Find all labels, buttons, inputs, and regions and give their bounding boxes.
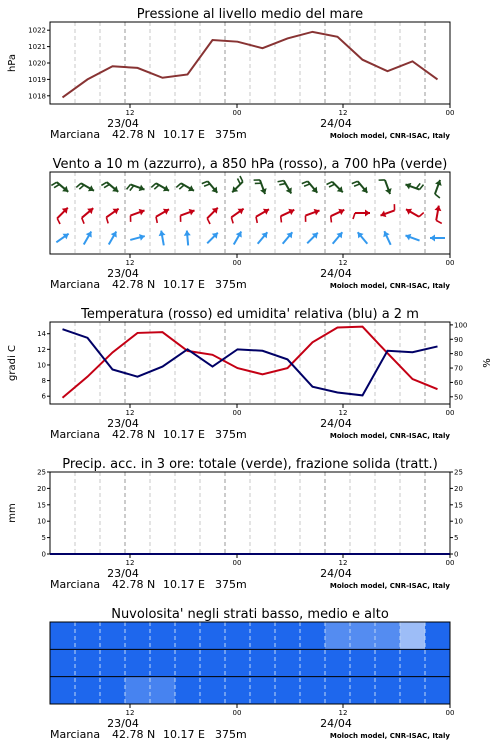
location-elev: 375m — [215, 428, 247, 441]
time-date-label: 24/04 — [320, 267, 352, 280]
wind-barb — [204, 184, 210, 186]
time-tick-label: 12 — [125, 559, 135, 567]
chart-title: Pressione al livello medio del mare — [136, 7, 364, 22]
y-tick-label: 70 — [454, 364, 463, 373]
wind-series-0 — [51, 176, 441, 198]
panel-frame-0 — [50, 22, 450, 104]
location-name: Marciana — [50, 428, 101, 441]
location-name: Marciana — [50, 128, 101, 141]
model-credit: Moloch model, CNR-ISAC, Italy — [329, 732, 450, 740]
time-tick-label: 00 — [445, 109, 455, 117]
wind-barb — [436, 220, 442, 223]
cloud-cell — [375, 622, 401, 649]
wind-head — [365, 210, 370, 217]
time-tick-label: 12 — [338, 109, 348, 117]
cloud-cell — [225, 649, 251, 676]
cloud-cell — [200, 649, 226, 676]
cloud-cell — [325, 649, 351, 676]
time-tick-label: 00 — [232, 259, 242, 267]
y-tick-label: 10 — [37, 517, 46, 526]
time-date-label: 24/04 — [320, 117, 352, 130]
chart-title: Vento a 10 m (azzurro), a 850 hPa (rosso), a 700 hPa (verde) — [52, 157, 448, 172]
wind-arrow — [254, 180, 267, 194]
wind-barb — [130, 186, 134, 191]
y-axis-label-right: % — [482, 358, 493, 368]
location-name: Marciana — [50, 278, 101, 291]
cloud-cell — [125, 677, 151, 704]
model-credit: Moloch model, CNR-ISAC, Italy — [329, 132, 450, 140]
wind-arrow — [231, 209, 243, 224]
time-axis-2 — [50, 404, 454, 441]
wind-arrow — [156, 209, 169, 223]
wind-arrow — [184, 231, 191, 246]
cloud-cell — [350, 622, 376, 649]
location-lon: 10.17 E — [163, 278, 205, 291]
wind-barb — [154, 185, 159, 189]
cloud-cell — [175, 677, 201, 704]
time-tick-label: 00 — [445, 259, 455, 267]
y-tick-label: 1021 — [28, 43, 46, 52]
cloud-cell — [300, 622, 326, 649]
y-tick-label: 60 — [454, 378, 463, 387]
cloud-cell — [325, 677, 351, 704]
y-tick-label: 80 — [454, 350, 463, 359]
wind-arrow — [76, 183, 94, 191]
wind-barb — [231, 217, 233, 223]
cloud-cell — [250, 649, 276, 676]
wind-arrow — [51, 182, 68, 192]
wind-arrow — [127, 184, 145, 191]
wind-barb — [106, 217, 108, 223]
cloud-cell — [350, 649, 376, 676]
wind-arrow — [109, 232, 117, 245]
time-tick-label: 00 — [232, 709, 242, 717]
wind-barb — [435, 194, 440, 198]
wind-arrow — [202, 181, 218, 192]
time-date-label: 23/04 — [107, 417, 139, 430]
time-axis-0 — [50, 104, 454, 141]
y-tick-label: 5 — [454, 534, 459, 543]
cloud-cell — [425, 622, 451, 649]
location-lat: 42.78 N — [112, 728, 156, 741]
time-axis-3 — [50, 554, 454, 591]
y-axis-left — [37, 469, 50, 559]
cloud-cell — [300, 649, 326, 676]
wind-arrow — [82, 208, 93, 224]
wind-arrow — [281, 209, 295, 223]
wind-barb — [79, 185, 84, 189]
wind-barb — [329, 184, 335, 187]
y-tick-label: 20 — [454, 484, 463, 493]
y-axis-label: mm — [7, 503, 18, 523]
wind-arrow — [130, 209, 144, 222]
wind-barb — [420, 185, 424, 190]
cloud-cell — [125, 649, 151, 676]
time-date-label: 23/04 — [107, 267, 139, 280]
cloud-cell — [125, 622, 151, 649]
cloud-cell — [325, 622, 351, 649]
cloud-cell — [425, 649, 451, 676]
y-tick-label: 25 — [37, 468, 46, 477]
y-tick-label: 14 — [37, 330, 46, 339]
wind-arrow — [283, 232, 293, 243]
cloud-cell — [200, 677, 226, 704]
cloud-cell — [50, 622, 76, 649]
model-credit: Moloch model, CNR-ISAC, Italy — [329, 582, 450, 590]
cloud-cell — [150, 649, 176, 676]
cloud-cell — [250, 677, 276, 704]
time-date-label: 24/04 — [320, 417, 352, 430]
time-tick-label: 00 — [445, 409, 455, 417]
location-name: Marciana — [50, 578, 101, 591]
wind-arrow — [258, 232, 268, 243]
cloud-cell — [225, 622, 251, 649]
wind-barb — [354, 184, 360, 186]
time-tick-label: 12 — [338, 559, 348, 567]
cloud-cell — [100, 677, 126, 704]
wind-arrow — [57, 208, 68, 224]
wind-barb — [104, 184, 109, 187]
cloud-cell — [150, 622, 176, 649]
location-lat: 42.78 N — [112, 428, 156, 441]
wind-barb — [202, 181, 208, 183]
wind-head — [430, 235, 435, 242]
wind-arrow — [130, 234, 144, 241]
y-tick-label: 0 — [41, 550, 46, 559]
wind-arrow — [159, 231, 166, 246]
cloud-cell — [375, 677, 401, 704]
plot-border — [50, 472, 450, 554]
wind-arrow — [232, 176, 243, 192]
wind-barb — [256, 217, 257, 223]
chart-title: Temperatura (rosso) ed umidita' relativa (blu) a 2 m — [81, 307, 419, 322]
cloud-cell — [75, 649, 101, 676]
wind-arrow — [434, 206, 441, 224]
wind-barb — [419, 213, 424, 217]
cloud-cell — [300, 677, 326, 704]
cloud-cell — [375, 649, 401, 676]
wind-arrow — [327, 182, 343, 193]
time-tick-label: 12 — [338, 709, 348, 717]
wind-barb — [156, 217, 157, 223]
wind-arrow — [331, 209, 345, 223]
time-date-label: 24/04 — [320, 717, 352, 730]
wind-barb — [279, 184, 285, 185]
location-name: Marciana — [50, 728, 101, 741]
time-date-label: 23/04 — [107, 117, 139, 130]
chart-title: Precip. acc. in 3 ore: totale (verde), frazione solida (tratt.) — [62, 457, 438, 472]
y-axis-left — [37, 330, 50, 400]
cloud-cell — [275, 622, 301, 649]
location-lon: 10.17 E — [163, 728, 205, 741]
y-tick-label: 1022 — [28, 26, 46, 35]
cloud-cell — [400, 622, 426, 649]
cloud-cell — [50, 649, 76, 676]
time-tick-label: 00 — [232, 409, 242, 417]
wind-barb — [207, 218, 210, 224]
wind-barb — [82, 218, 84, 224]
time-tick-label: 12 — [125, 409, 135, 417]
wind-arrow — [333, 232, 343, 243]
wind-barb — [331, 216, 332, 222]
location-lon: 10.17 E — [163, 128, 205, 141]
wind-arrow — [305, 209, 319, 222]
wind-arrow — [383, 231, 390, 245]
y-axis-label: hPa — [7, 53, 18, 73]
cloud-cell — [225, 677, 251, 704]
wind-barb — [304, 184, 310, 186]
y-tick-label: 0 — [454, 550, 459, 559]
time-axis-1 — [50, 254, 454, 291]
cloud-cell — [150, 677, 176, 704]
wind-barb — [101, 182, 106, 185]
cloud-cell — [425, 677, 451, 704]
time-tick-label: 00 — [232, 109, 242, 117]
wind-head — [184, 231, 191, 236]
cloud-cell — [75, 677, 101, 704]
time-tick-label: 12 — [338, 409, 348, 417]
wind-arrow — [207, 208, 218, 224]
y-axis-left — [28, 27, 50, 101]
wind-arrow — [352, 181, 368, 192]
time-tick-label: 12 — [125, 259, 135, 267]
wind-arrow — [430, 235, 445, 242]
cloud-cell — [175, 649, 201, 676]
cloud-cell — [100, 622, 126, 649]
wind-barb — [327, 182, 333, 185]
y-tick-label: 1019 — [28, 75, 46, 84]
location-elev: 375m — [215, 578, 247, 591]
cloud-cell — [50, 677, 76, 704]
wind-arrow — [405, 234, 419, 241]
wind-barb — [416, 183, 420, 188]
cloud-cell — [175, 622, 201, 649]
wind-arrow — [84, 232, 92, 245]
wind-arrow — [406, 209, 424, 217]
wind-arrow — [278, 181, 292, 194]
wind-barb — [151, 183, 156, 187]
wind-barb — [176, 183, 181, 187]
cloud-cell — [275, 677, 301, 704]
wind-barb — [127, 184, 131, 189]
wind-arrow — [256, 209, 269, 223]
y-tick-label: 10 — [37, 361, 46, 370]
cloud-cell — [400, 649, 426, 676]
wind-barb — [278, 181, 284, 182]
wind-arrow — [380, 204, 394, 217]
location-lat: 42.78 N — [112, 278, 156, 291]
cloud-cell — [350, 677, 376, 704]
y-tick-label: 1020 — [28, 59, 46, 68]
wind-arrow — [405, 183, 423, 190]
chart-title: Nuvolosita' negli strati basso, medio e alto — [111, 607, 389, 622]
panel-frame-3 — [50, 472, 450, 554]
wind-barb — [57, 218, 60, 224]
plot-border — [50, 322, 450, 404]
location-lat: 42.78 N — [112, 578, 156, 591]
cloud-cell — [275, 649, 301, 676]
wind-barb — [76, 183, 81, 187]
wind-arrow — [307, 233, 318, 244]
panel-frame-2 — [50, 322, 450, 404]
wind-arrow — [358, 232, 368, 243]
location-elev: 375m — [215, 128, 247, 141]
y-tick-label: 12 — [37, 345, 46, 354]
y-tick-label: 10 — [454, 517, 463, 526]
wind-series-2 — [56, 231, 445, 246]
y-tick-label: 15 — [37, 501, 46, 510]
time-tick-label: 00 — [232, 559, 242, 567]
location-lon: 10.17 E — [163, 578, 205, 591]
y-tick-label: 100 — [454, 321, 468, 330]
y-tick-label: 20 — [37, 484, 46, 493]
wind-arrow — [379, 180, 392, 194]
wind-barb — [281, 216, 282, 222]
time-tick-label: 12 — [125, 709, 135, 717]
cloud-cell — [100, 649, 126, 676]
y-tick-label: 5 — [41, 534, 46, 543]
wind-arrow — [234, 232, 242, 245]
time-axis-4 — [50, 704, 454, 741]
model-credit: Moloch model, CNR-ISAC, Italy — [329, 282, 450, 290]
cloud-cell — [400, 677, 426, 704]
wind-arrow — [106, 209, 118, 224]
cloud-cell — [200, 622, 226, 649]
wind-arrow — [56, 234, 68, 243]
wind-series-1 — [57, 204, 442, 224]
location-lat: 42.78 N — [112, 128, 156, 141]
time-tick-label: 12 — [338, 259, 348, 267]
cloud-cell — [75, 622, 101, 649]
plot-border — [50, 22, 450, 104]
wind-barb — [353, 213, 355, 219]
y-axis-right — [450, 321, 467, 401]
y-tick-label: 90 — [454, 335, 463, 344]
y-axis-label: gradi C — [7, 345, 18, 381]
wind-barb — [302, 181, 308, 183]
y-tick-label: 1018 — [28, 92, 46, 101]
y-axis-right — [450, 469, 463, 559]
wind-arrow — [151, 183, 169, 191]
time-tick-label: 12 — [125, 109, 135, 117]
wind-barb — [51, 182, 56, 185]
location-lon: 10.17 E — [163, 428, 205, 441]
wind-arrow — [302, 181, 318, 192]
wind-arrow — [176, 183, 194, 191]
model-credit: Moloch model, CNR-ISAC, Italy — [329, 432, 450, 440]
wind-arrow — [353, 210, 370, 220]
wind-barb — [179, 185, 184, 189]
wind-arrow — [207, 233, 218, 244]
location-elev: 375m — [215, 728, 247, 741]
wind-arrow — [180, 209, 194, 222]
time-date-label: 23/04 — [107, 567, 139, 580]
time-date-label: 24/04 — [320, 567, 352, 580]
wind-arrow — [101, 182, 118, 192]
y-tick-label: 8 — [41, 377, 46, 386]
time-date-label: 23/04 — [107, 717, 139, 730]
y-tick-label: 15 — [454, 501, 463, 510]
wind-barb — [238, 179, 241, 185]
wind-barb — [352, 181, 358, 183]
location-elev: 375m — [215, 278, 247, 291]
y-tick-label: 6 — [41, 392, 46, 401]
wind-arrow — [435, 180, 442, 198]
wind-barb — [54, 184, 59, 187]
time-tick-label: 00 — [445, 709, 455, 717]
y-tick-label: 25 — [454, 468, 463, 477]
y-tick-label: 50 — [454, 393, 463, 402]
cloud-cell — [250, 622, 276, 649]
time-tick-label: 00 — [445, 559, 455, 567]
wind-barb — [240, 176, 243, 182]
